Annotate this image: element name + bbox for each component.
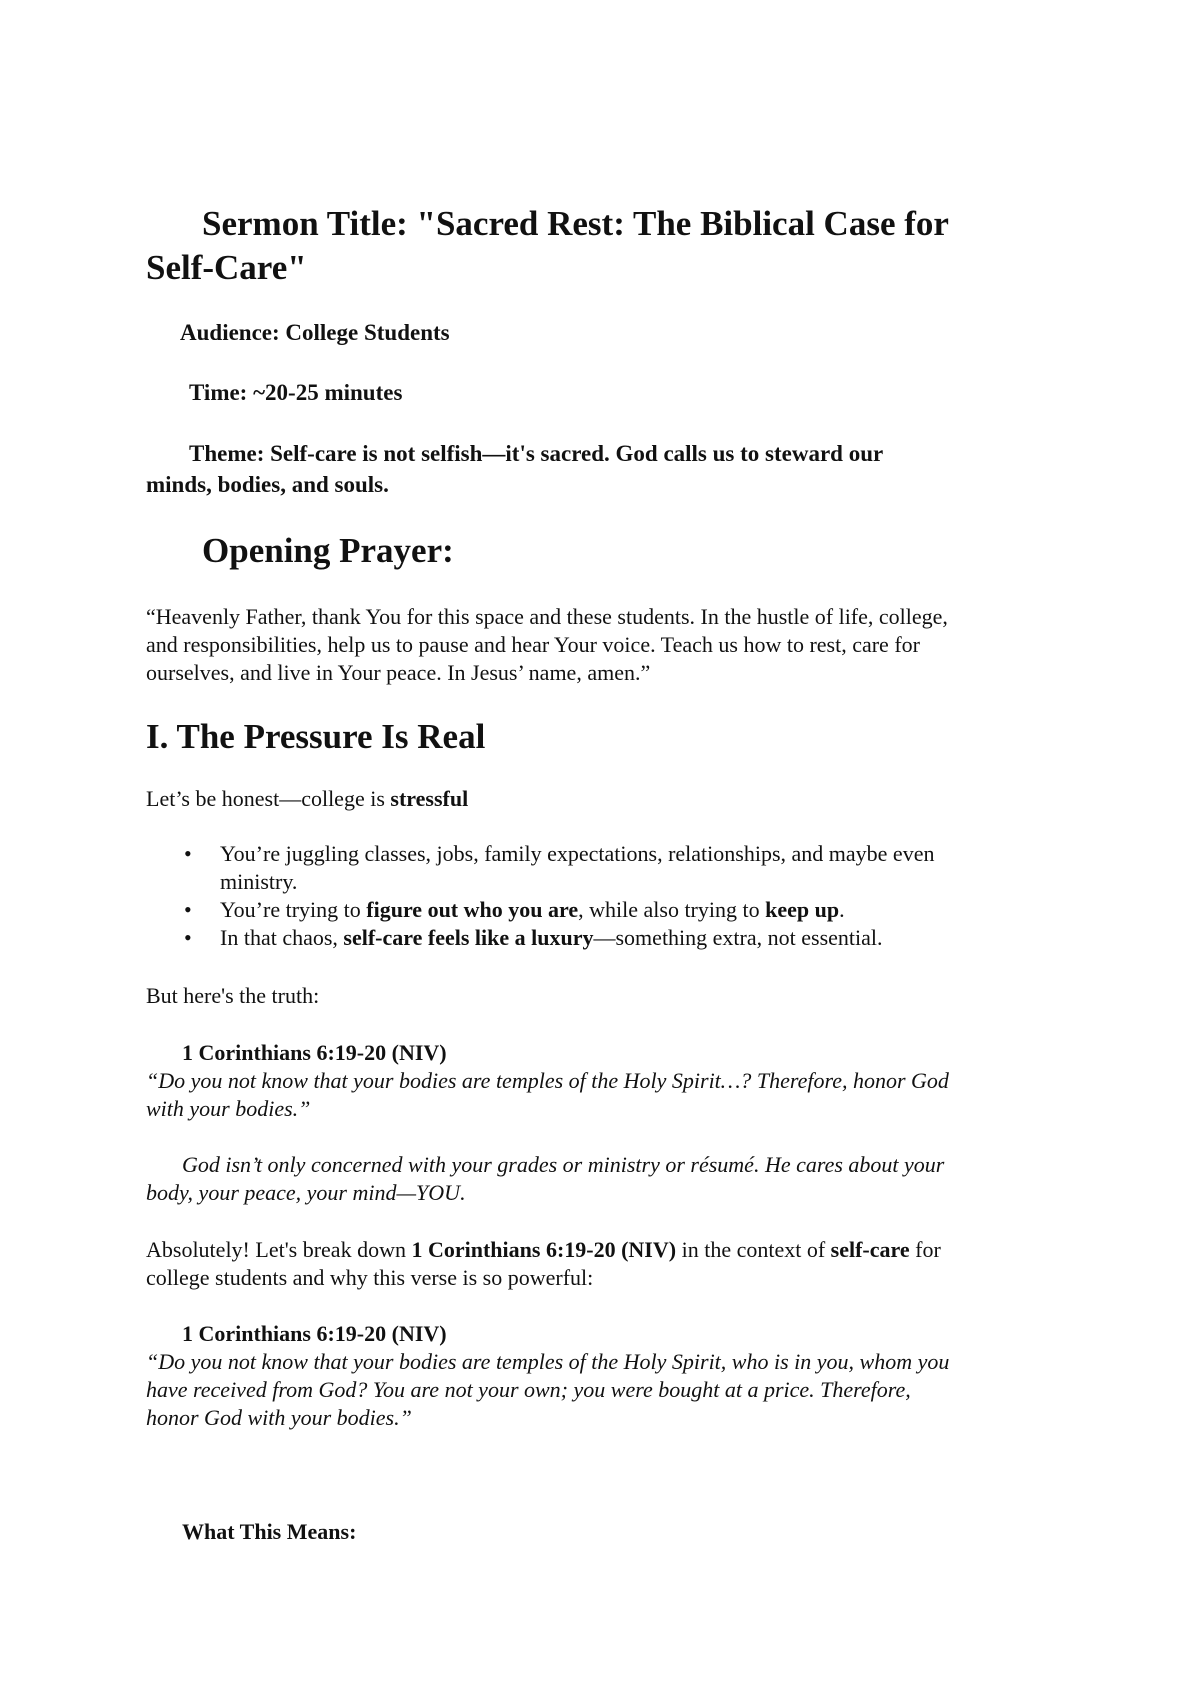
bullet2-prefix: You’re trying to: [220, 897, 367, 922]
verse1-reference: 1 Corinthians 6:19-20 (NIV): [182, 1040, 447, 1065]
verse2-line2: have received from God? You are not your own; you were bought at a price. Therefore,: [146, 1377, 911, 1402]
intro-line: [146, 785, 468, 813]
breakdown-text2: in the context of: [676, 1237, 831, 1262]
bullet2-bold1: figure out who you are: [366, 897, 579, 922]
list-item: [146, 840, 1046, 896]
breakdown-text1: Absolutely! Let's break down: [146, 1237, 412, 1262]
bullet2-mid: , while also trying to: [578, 897, 766, 922]
verse2-line3: honor God with your bodies.”: [146, 1405, 412, 1430]
breakdown-bold2: self-care: [830, 1237, 910, 1262]
list-item: [146, 924, 1046, 952]
breakdown-line1: [146, 1236, 941, 1264]
breakdown-text3: for: [909, 1237, 941, 1262]
section-heading: I. The Pressure Is Real: [146, 717, 486, 756]
bullet2-bold2: keep up: [765, 897, 840, 922]
reflection-line2: body, your peace, your mind—YOU.: [146, 1180, 466, 1205]
verse2-line1: “Do you not know that your bodies are temples of the Holy Spirit, who is in you, whom you: [146, 1349, 950, 1374]
what-this-means-heading: What This Means:: [182, 1519, 357, 1544]
bullet3-bold: self-care feels like a luxury: [343, 925, 594, 950]
opening-prayer-heading: Opening Prayer:: [202, 531, 454, 570]
reflection-line1: God isn’t only concerned with your grades or ministry or résumé. He cares about your: [182, 1152, 945, 1177]
breakdown-bold1: 1 Corinthians 6:19-20 (NIV): [411, 1237, 677, 1262]
bullet1-line2: ministry.: [220, 869, 298, 894]
list-item: [146, 896, 1046, 924]
theme-line2: minds, bodies, and souls.: [146, 472, 389, 497]
bullet3-prefix: In that chaos,: [220, 925, 344, 950]
audience-line: Audience: College Students: [180, 320, 450, 345]
verse1-line2: with your bodies.”: [146, 1096, 311, 1121]
truth-line: But here's the truth:: [146, 983, 320, 1008]
prayer-line1: “Heavenly Father, thank You for this space and these students. In the hustle of life, college,: [146, 604, 948, 629]
verse2-reference: 1 Corinthians 6:19-20 (NIV): [182, 1321, 447, 1346]
breakdown-line2: college students and why this verse is so powerful:: [146, 1265, 594, 1290]
sermon-title-line2: Self-Care": [146, 248, 307, 287]
bullet2-suffix: .: [839, 897, 845, 922]
sermon-title-line1: Sermon Title: "Sacred Rest: The Biblical Case for: [202, 204, 949, 243]
verse1-line1: “Do you not know that your bodies are temples of the Holy Spirit…? Therefore, honor God: [146, 1068, 949, 1093]
prayer-line3: ourselves, and live in Your peace. In Jesus’ name, amen.”: [146, 660, 651, 685]
time-line: Time: ~20-25 minutes: [189, 380, 403, 405]
intro-text: Let’s be honest—college is: [146, 786, 391, 811]
theme-line1: Theme: Self-care is not selfish—it's sacred. God calls us to steward our: [189, 441, 884, 466]
bullet3-suffix: —something extra, not essential.: [593, 925, 883, 950]
bullet1-line1: You’re juggling classes, jobs, family expectations, relationships, and maybe even: [220, 841, 935, 866]
intro-bold: stressful: [390, 786, 469, 811]
prayer-line2: and responsibilities, help us to pause and hear Your voice. Teach us how to rest, care for: [146, 632, 920, 657]
pressure-bullet-list: [146, 840, 1046, 952]
